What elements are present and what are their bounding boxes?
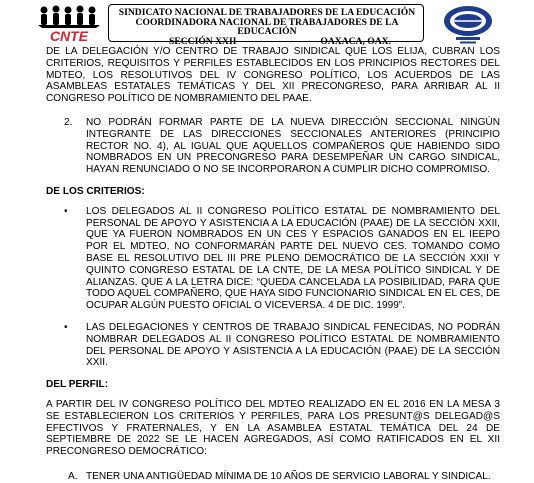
intro-continuation: DE LA DELEGACIÓN Y/O CENTRO DE TRABAJO SINDICAL QUE LOS ELIJA, CUBRAN LOS CRITERIOS, REQUISITOS Y PERFILES ESTABLECIDOS EN LOS PRINCIPIOS RECTORES DEL MDTEO, LOS RESOLUTIVOS DEL IV CONGRESO POLÍTICO, LOS ACUERDOS DE LAS ASAMBLEAS ESTATALES TEMÁTICAS Y DEL XII PRECONGRESO, PARA ARRIBAR AL II CONGRESO POLÍTICO DE NOMBRAMIENTO DEL PAAE.	[46, 46, 500, 105]
header-title-box	[108, 4, 424, 47]
org-name-line-1: SINDICATO NACIONAL DE TRABAJADORES DE LA EDUCACIÓN	[118, 7, 416, 18]
criterio-text: LAS DELEGACIONES Y CENTROS DE TRABAJO SINDICAL FENECIDAS, NO PODRÁN NOMBRAR DELEGADOS AL II CONGRESO POLÍTICO ESTATAL DE NOMBRAMIENTO DEL PERSONAL DE APOYO Y ASISTENCIA A LA EDUCACIÓN (PAAE) DE LA SECCIÓN XXII.	[86, 321, 500, 369]
item-text: NO PODRÁN FORMAR PARTE DE LA NUEVA DIRECCIÓN SECCIONAL NINGÚN INTEGRANTE DE LAS DIRECCIONES SECCIONALES ANTERIORES (PRINCIPIO RECTOR NO. 4), AL IGUAL QUE AQUELLOS COMPAÑEROS QUE HABIENDO SIDO NOMBRADOS EN UN PRECONGRESO PARA DESEMPEÑAR UN CARGO SINDICAL, HAYAN RENUNCIADO O NO SE INCORPORARON A CUMPLIR DICHO COMPROMISO.	[86, 116, 500, 176]
cnte-logo	[34, 4, 104, 44]
letterhead	[0, 0, 534, 48]
criterio-text: LOS DELEGADOS AL II CONGRESO POLÍTICO ESTATAL DE NOMBRAMIENTO DEL PERSONAL DE APOYO Y ASISTENCIA A LA EDUCACIÓN (PAAE) DE LA SECCIÓN XXII, QUE YA FUERON NOMBRADOS EN UN CES Y ESPACIOS GANADOS EN EL IEEPO POR EL MDTEO, NO CONFORMARÁN PARTE DEL NUEVO CES. TOMANDO COMO BASE EL RESOLUTIVO DEL III PRE PLENO DEMOCRÁTICO DE LA SECCIÓN XXII Y QUINTO CONGRESO ESTATAL DE LA CNTE, DE LA MESA POLÍTICO SINDICAL Y DE ALIANZAS. QUE A LA LETRA DICE: “QUEDA CANCELADA LA POSIBILIDAD, PARA QUE TODO AQUEL COMPAÑERO, QUE HAYA SIDO FUNCIONARIO SINDICAL EN EL CES, DE OCUPAR ALGÚN PUESTO OFICIAL O VICEVERSA. 4 DE DIC. 1999”.	[86, 205, 500, 312]
bullet-icon: •	[64, 321, 68, 333]
item-text: TENER UNA ANTIGÜEDAD MÍNIMA DE 10 AÑOS DE SERVICIO LABORAL Y SINDICAL.	[86, 470, 491, 482]
org-name-line-2: COORDINADORA NACIONAL DE TRABAJADORES DE LA EDUCACIÓN	[135, 16, 399, 38]
numbered-item-2	[46, 117, 500, 176]
criterios-heading: DE LOS CRITERIOS:	[46, 185, 145, 197]
perfil-heading: DEL PERFIL:	[46, 379, 109, 391]
item-number: 2.	[64, 116, 73, 128]
item-letter: A.	[68, 470, 78, 482]
lettered-item-a	[46, 471, 500, 483]
org-name-line-3	[115, 37, 419, 47]
document-body	[46, 46, 500, 483]
section-name: SECCIÓN XXII	[169, 35, 237, 47]
criterio-item	[46, 322, 500, 369]
criterio-item	[46, 206, 500, 312]
location: OAXACA, OAX.	[320, 35, 391, 47]
bullet-icon: •	[64, 205, 68, 217]
perfil-text: A PARTIR DEL IV CONGRESO POLÍTICO DEL MDTEO REALIZADO EN EL 2016 EN LA MESA 3 SE ESTABLECIERON LOS CRITERIOS Y PERFILES, PARA LOS PRESUNT@S DELEGAD@S EFECTIVOS Y FRATERNALES, Y EN LA ASAMBLEA ESTATAL TEMÁTICA DEL 24 DE SEPTIEMBRE DE 2022 SE LE HACEN AGREGADOS, ASÍ COMO RATIFICADOS EN EL XII PRECONGRESO DEMOCRÁTICO:	[46, 398, 500, 458]
cnte-logo-text: CNTE	[49, 28, 89, 44]
snte-seal-logo	[436, 3, 500, 45]
